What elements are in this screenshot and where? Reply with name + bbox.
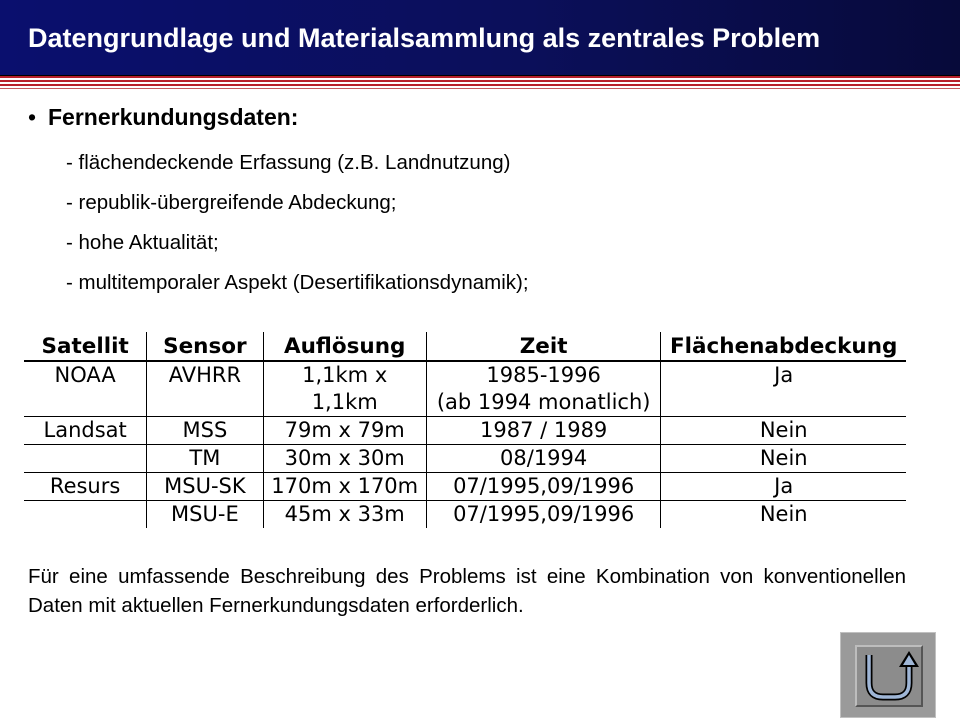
cell-satellit: Landsat	[24, 417, 147, 445]
satellite-table	[24, 332, 906, 528]
column-header-satellit: Satellit	[24, 332, 147, 361]
cell-flaeche: Ja	[661, 361, 906, 417]
cell-sensor: AVHRR	[147, 361, 263, 417]
stripe	[0, 88, 960, 89]
cell-zeit	[426, 361, 661, 417]
cell-sensor: MSS	[147, 417, 263, 445]
title-bar	[0, 0, 960, 76]
list-item: - multitemporaler Aspekt (Desertifikationsdynamik);	[66, 271, 529, 294]
table-row	[24, 361, 906, 417]
decorative-stripes	[0, 76, 960, 90]
back-button-face[interactable]	[855, 645, 923, 707]
cell-sensor: MSU-SK	[147, 473, 263, 501]
list-item: - hohe Aktualität;	[66, 231, 219, 254]
cell-zeit-line: (ab 1994 monatlich)	[436, 390, 651, 414]
section-heading-text: Fernerkundungsdaten:	[48, 104, 299, 130]
section-heading	[28, 104, 298, 131]
column-header-aufloesung: Auflösung	[263, 332, 426, 361]
cell-satellit	[24, 445, 147, 473]
cell-satellit: NOAA	[24, 361, 147, 417]
feature-list	[66, 150, 529, 310]
column-header-sensor: Sensor	[147, 332, 263, 361]
cell-flaeche: Nein	[661, 445, 906, 473]
column-header-flaechenabdeckung: Flächenabdeckung	[661, 332, 906, 361]
list-item: - republik-übergreifende Abdeckung;	[66, 191, 397, 214]
table-row	[24, 417, 906, 445]
table-row	[24, 473, 906, 501]
stripe	[0, 76, 960, 78]
cell-sensor: TM	[147, 445, 263, 473]
cell-satellit	[24, 501, 147, 529]
conclusion-text: Für eine umfassende Beschreibung des Problems ist eine Kombination von konventionellen Daten mit aktuellen Fernerkundungsdaten erforderlich.	[28, 565, 906, 617]
cell-flaeche: Nein	[661, 501, 906, 529]
slide-title: Datengrundlage und Materialsammlung als zentrales Problem	[28, 23, 821, 53]
cell-aufloesung: 45m x 33m	[263, 501, 426, 529]
stripe	[0, 80, 960, 82]
table-row	[24, 501, 906, 529]
cell-aufloesung: 79m x 79m	[263, 417, 426, 445]
table-row	[24, 445, 906, 473]
list-item: - flächendeckende Erfassung (z.B. Landnutzung)	[66, 151, 511, 174]
cell-zeit: 07/1995,09/1996	[426, 473, 661, 501]
stripe	[0, 84, 960, 86]
cell-zeit-line: 1985-1996	[486, 363, 601, 387]
cell-zeit: 08/1994	[426, 445, 661, 473]
u-turn-back-icon	[857, 647, 921, 705]
cell-zeit: 07/1995,09/1996	[426, 501, 661, 529]
cell-satellit: Resurs	[24, 473, 147, 501]
cell-aufloesung: 170m x 170m	[263, 473, 426, 501]
table-header-row	[24, 332, 906, 361]
cell-flaeche: Ja	[661, 473, 906, 501]
cell-sensor: MSU-E	[147, 501, 263, 529]
back-button[interactable]	[840, 632, 936, 718]
cell-aufloesung: 30m x 30m	[263, 445, 426, 473]
cell-flaeche: Nein	[661, 417, 906, 445]
cell-zeit: 1987 / 1989	[426, 417, 661, 445]
bullet-marker: •	[28, 104, 37, 130]
column-header-zeit: Zeit	[426, 332, 661, 361]
cell-aufloesung: 1,1km x 1,1km	[263, 361, 426, 417]
